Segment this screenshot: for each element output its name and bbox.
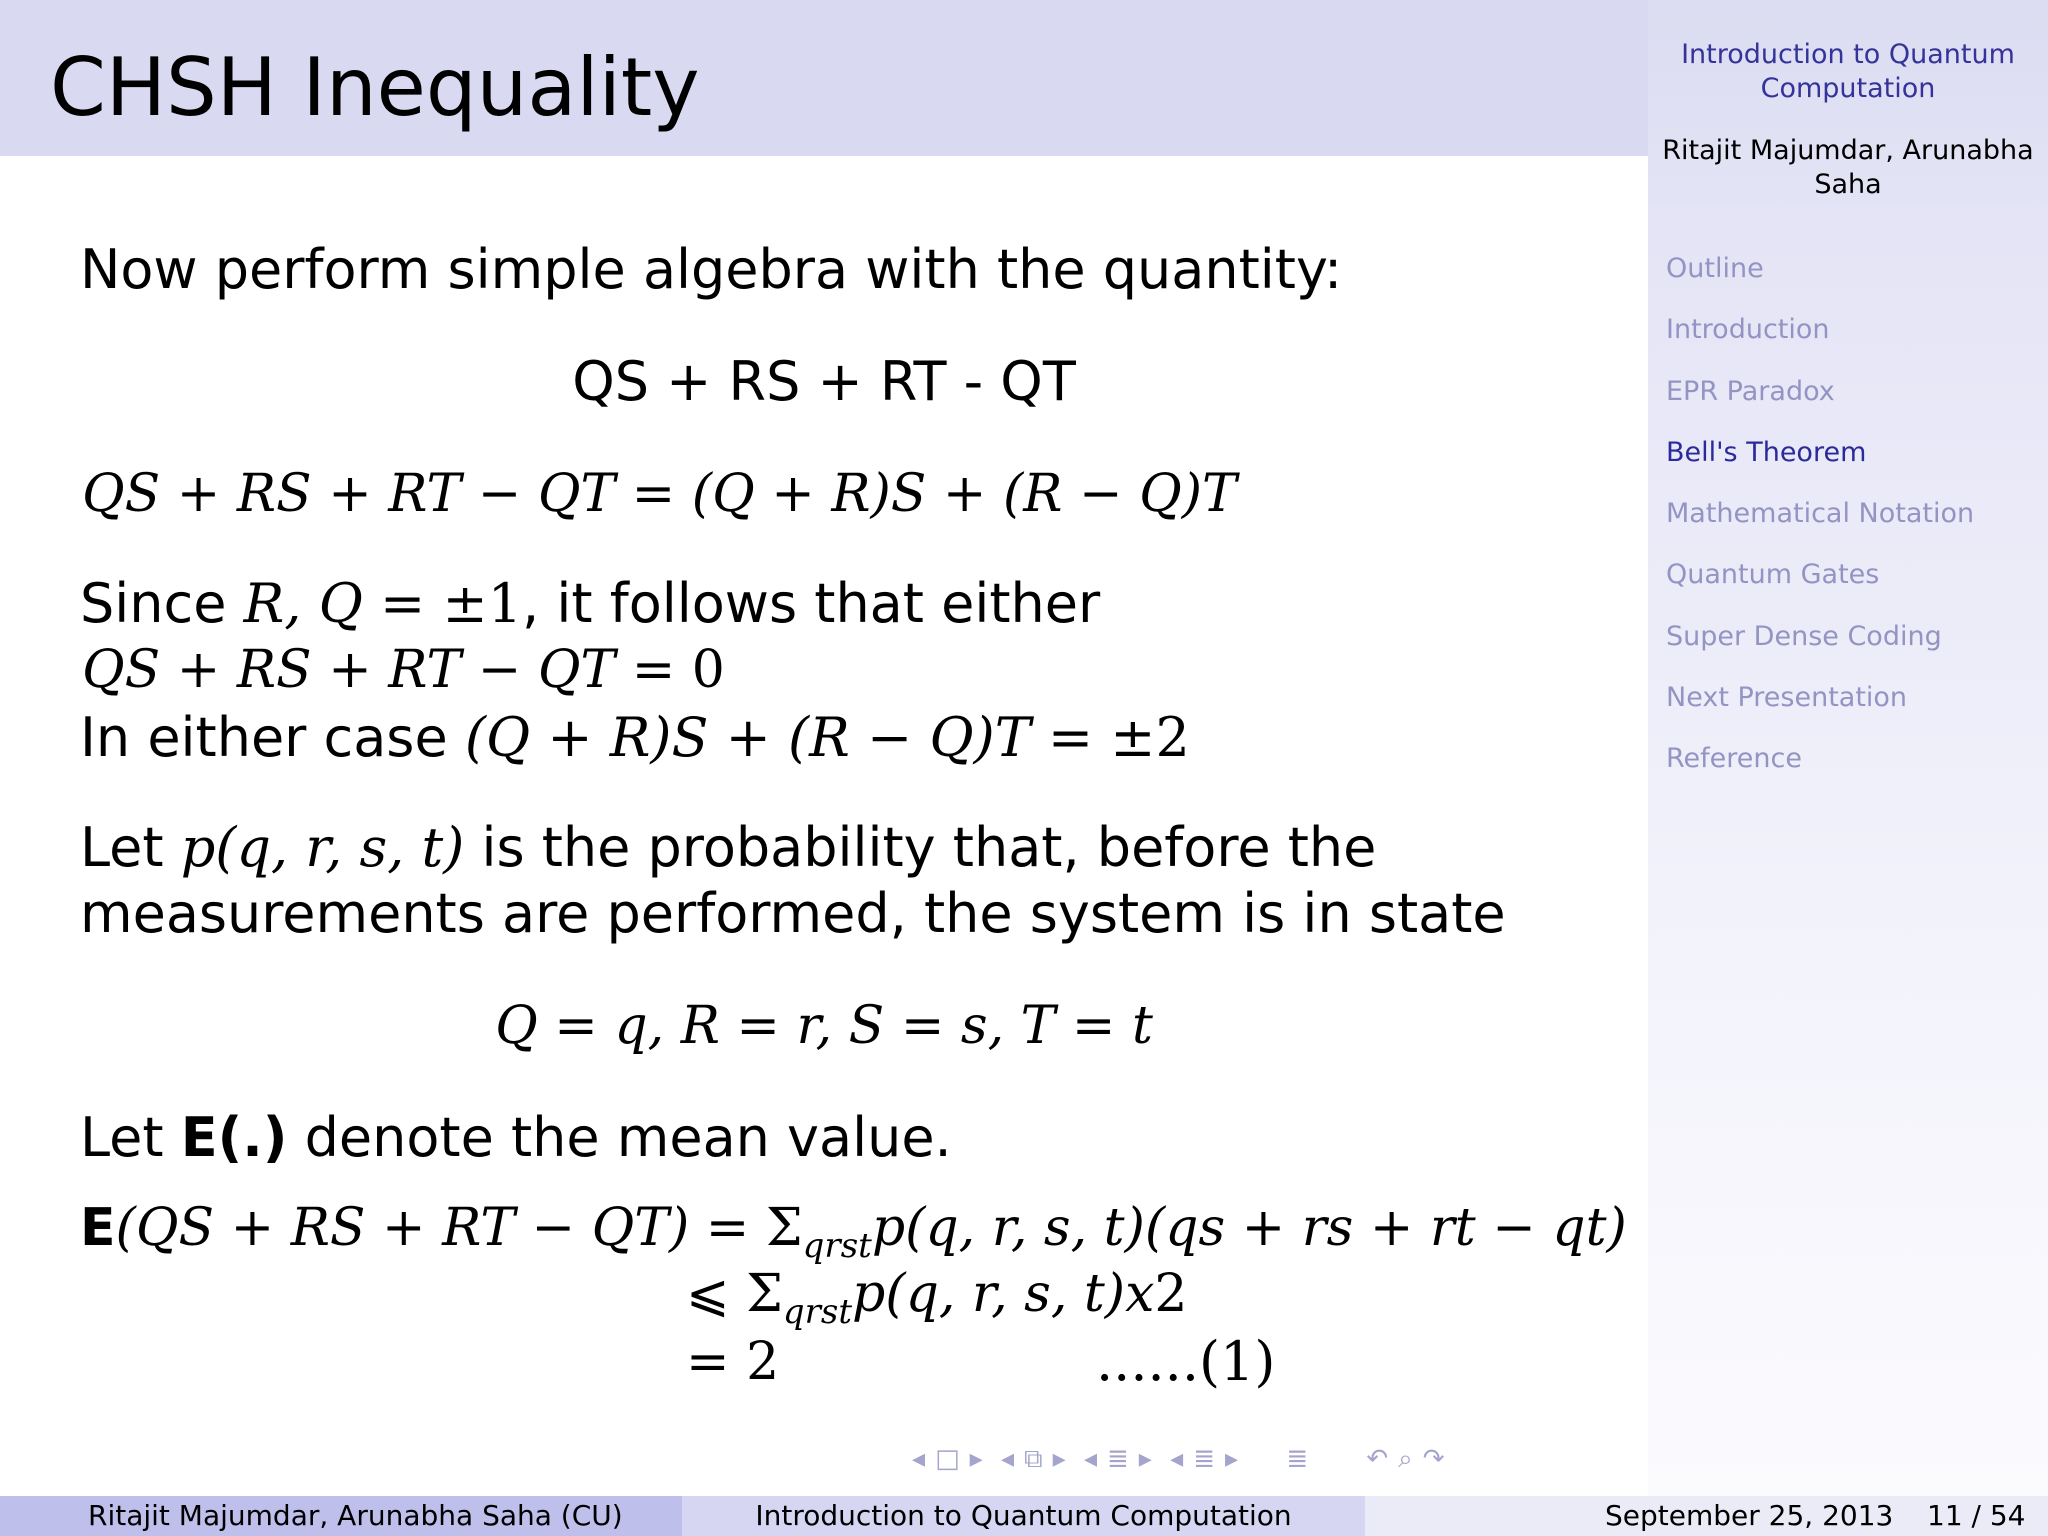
search-icon[interactable]: ⌕ (1398, 1444, 1413, 1474)
footer-authors-box (0, 1496, 682, 1536)
sidebar (1648, 0, 2048, 1496)
subsection-next-icon[interactable]: ▸ (1052, 1444, 1066, 1474)
equation-label: ......(1) (1096, 1330, 1276, 1393)
sidebar-item-introduction[interactable]: Introduction (1666, 314, 1830, 346)
sidebar-item-bells-theorem[interactable]: Bell's Theorem (1666, 436, 1867, 468)
footer (0, 1496, 2048, 1536)
either-case-text: In either case (80, 706, 448, 769)
back-icon[interactable]: ↶ (1366, 1444, 1389, 1474)
footer-title: Introduction to Quantum Computation (755, 1499, 1292, 1532)
frame-prev-icon[interactable]: ◂ (912, 1444, 926, 1474)
mean-operator: E(.) (180, 1106, 288, 1169)
section-next-icon[interactable]: ▸ (1138, 1444, 1152, 1474)
footer-date: September 25, 2013 (1605, 1499, 1894, 1532)
either-case-line (80, 706, 1190, 770)
zero-equation: QS + RS + RT − QT = 0 (82, 640, 725, 700)
navigation-symbols (912, 1444, 1455, 1484)
quantity-expression: QS + RS + RT - QT (572, 350, 1076, 413)
toc-icon[interactable]: ≣ (1286, 1444, 1309, 1474)
footer-authors: Ritajit Majumdar, Arunabha Saha (CU) (88, 1499, 623, 1532)
sidebar-item-super-dense-coding[interactable]: Super Dense Coding (1666, 620, 1942, 652)
probability-text: is the probability that, before the (481, 816, 1377, 879)
frame-next-icon[interactable]: ▸ (969, 1444, 983, 1474)
forward-icon[interactable]: ↷ (1422, 1444, 1445, 1474)
slide-title: CHSH Inequality (50, 41, 700, 134)
mean-text: denote the mean value. (304, 1106, 952, 1169)
sidebar-presentation-title[interactable]: Introduction to Quantum Computation (1681, 39, 2015, 104)
subsection-icon[interactable]: ⧉ (1024, 1444, 1043, 1474)
probability-line-1 (80, 816, 1376, 880)
since-math: R, Q = ±1 (243, 572, 523, 635)
factored-equation: QS + RS + RT − QT = (Q + R)S + (R − Q)T (82, 464, 1237, 524)
since-line (80, 572, 1100, 636)
mean-line (80, 1106, 952, 1170)
probability-line-2: measurements are performed, the system is in state (80, 882, 1506, 945)
sidebar-item-epr-paradox[interactable]: EPR Paradox (1666, 375, 1835, 407)
presentation-icon[interactable]: ≣ (1193, 1444, 1215, 1474)
expectation-line-2: ⩽ $\Sigma_{qrst}p(q$, r, s, t)x2 (686, 1264, 1188, 1332)
expectation-line-1: E(QS + RS + RT − $QT) = \Sigma_{qrst}p(q$, r, s, t)(qs + rs + rt − qt) (80, 1198, 1627, 1266)
sidebar-item-quantum-gates[interactable]: Quantum Gates (1666, 559, 1880, 591)
section-prev-icon[interactable]: ◂ (1083, 1444, 1097, 1474)
presentation-prev-icon[interactable]: ◂ (1170, 1444, 1184, 1474)
subsection-prev-icon[interactable]: ◂ (1000, 1444, 1015, 1474)
slide-header (0, 0, 1648, 156)
since-text: Since (80, 572, 227, 635)
expectation-line-3: = 2 (686, 1332, 780, 1392)
either-case-math: (Q + R)S + (R − Q)T = ±2 (464, 706, 1190, 769)
footer-date-box (1365, 1496, 2048, 1536)
footer-title-box (682, 1496, 1365, 1536)
state-equation: Q = q, R = r, S = s, T = t (495, 996, 1153, 1056)
mean-let: Let (80, 1106, 164, 1169)
frame-icon[interactable]: □ (935, 1444, 960, 1474)
probability-math: p(q, r, s, t) (180, 816, 465, 879)
footer-page-number: 11 / 54 (1927, 1499, 2026, 1532)
sidebar-item-reference[interactable]: Reference (1666, 743, 1802, 775)
sidebar-item-outline[interactable]: Outline (1666, 253, 1764, 284)
probability-let: Let (80, 816, 164, 879)
presentation-next-icon[interactable]: ▸ (1224, 1444, 1239, 1474)
sidebar-nav (1666, 252, 1974, 804)
since-tail: , it follows that either (522, 572, 1101, 635)
sidebar-authors: Ritajit Majumdar, Arunabha Saha (1662, 135, 2034, 200)
section-icon[interactable]: ≣ (1107, 1444, 1129, 1474)
sidebar-item-mathematical-notation[interactable]: Mathematical Notation (1666, 498, 1975, 530)
intro-text: Now perform simple algebra with the quantity: (80, 238, 1343, 301)
sidebar-item-next-presentation[interactable]: Next Presentation (1666, 682, 1908, 714)
